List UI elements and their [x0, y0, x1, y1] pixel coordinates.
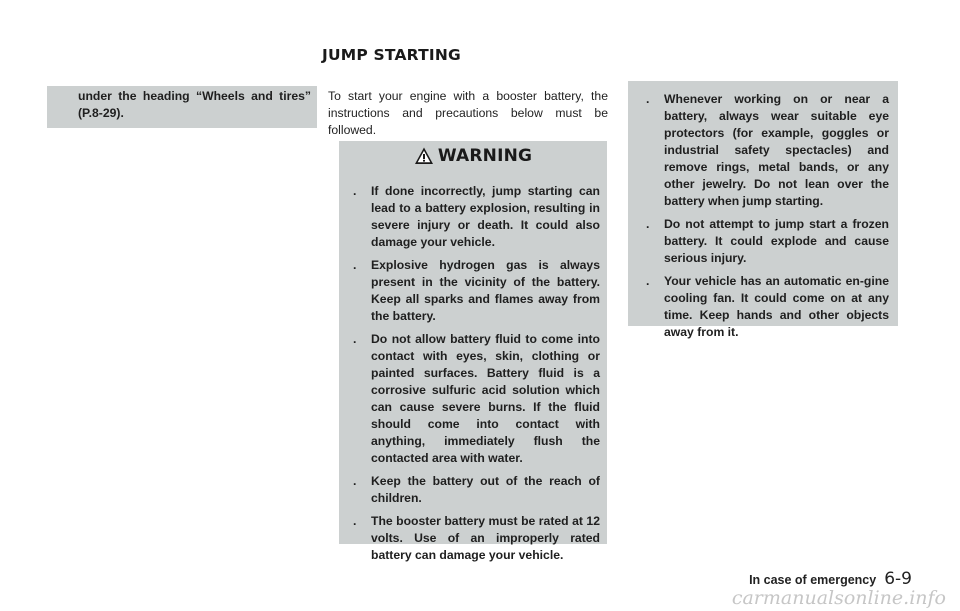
list-item: . Keep the battery out of the reach of children. [353, 474, 600, 505]
watermark: carmanualsonline.info [731, 587, 946, 609]
warning-continued-list [643, 91, 889, 347]
intro-paragraph: To start your engine with a booster battery, the instructions and precautions below must be followed. [328, 89, 608, 137]
warning-list [350, 183, 600, 570]
list-item: . Whenever working on or near a battery, always wear suitable eye protectors (for example, goggles or industrial safety spectacles) and remove rings, metal bands, or any other jewelry. Do not lean over the battery when jump starting. [646, 92, 889, 208]
list-item: . Do not attempt to jump start a frozen battery. It could explode and cause serious injury. [646, 217, 889, 265]
list-item: . Your vehicle has an automatic en-gine cooling fan. It could come on at any time. Keep hands and other objects away from it. [646, 274, 889, 339]
list-item: . If done incorrectly, jump starting can lead to a battery explosion, resulting in severe injury or death. It could also damage your vehicle. [353, 184, 600, 249]
warning-header [339, 146, 607, 166]
warning-triangle-icon [414, 146, 434, 166]
section-title: JUMP STARTING [322, 46, 461, 64]
list-item: . Explosive hydrogen gas is always present in the vicinity of the battery. Keep all sparks and flames away from the battery. [353, 258, 600, 323]
list-item: . Do not allow battery fluid to come into contact with eyes, skin, clothing or painted surfaces. Battery fluid is a corrosive sulfuric acid solution which can cause severe burns. If the fluid should come into contact with anything, immediately flush the contacted area with water. [353, 332, 600, 465]
list-item: . The booster battery must be rated at 12 volts. Use of an improperly rated battery can damage your vehicle. [353, 514, 600, 562]
warning-label: WARNING [437, 146, 533, 166]
page-footer [749, 569, 912, 589]
page-number: 6-9 [884, 569, 912, 589]
chapter-label: In case of emergency [749, 573, 877, 587]
continued-text: under the heading “Wheels and tires” (P.8-29). [78, 89, 311, 120]
